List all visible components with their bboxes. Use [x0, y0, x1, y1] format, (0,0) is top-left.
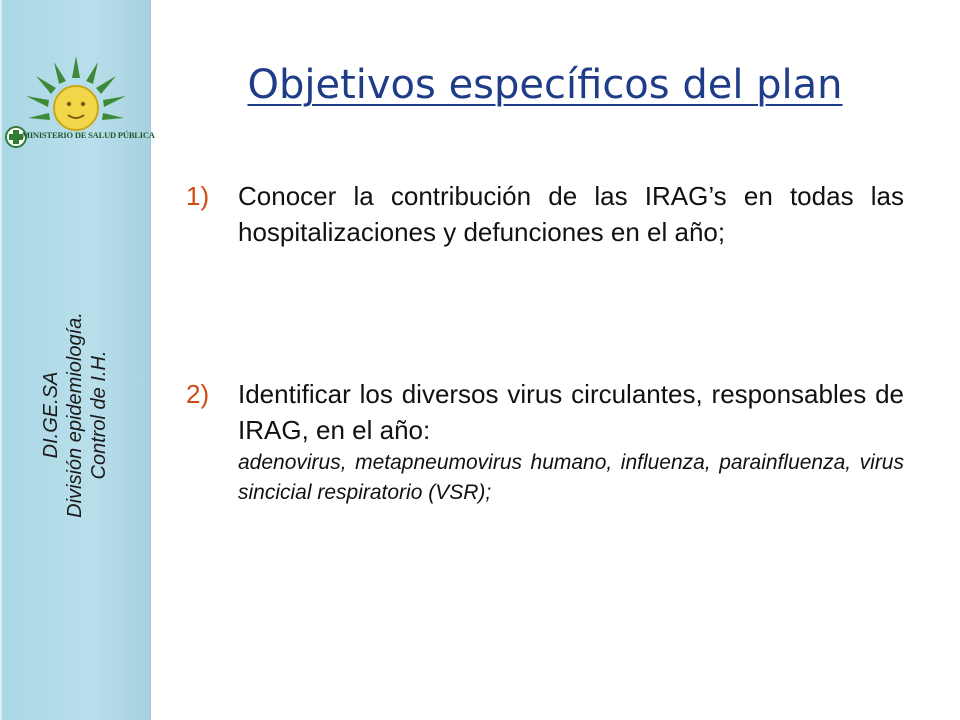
objective-virus-list: adenovirus, metapneumovirus humano, influenza, parainfluenza, virus sincicial respiratorio (VSR);	[238, 451, 904, 504]
vertical-caption	[40, 270, 110, 560]
sidebar-edge	[0, 0, 2, 720]
ministry-sun-emblem-icon	[4, 48, 148, 160]
objective-text-block	[238, 376, 904, 508]
vertical-line-1: DI.GE.SA	[40, 371, 62, 459]
slide-title: Objetivos específicos del plan	[247, 62, 843, 108]
objective-number: 2)	[186, 379, 210, 409]
logo-caption: MINISTERIO DE SALUD PÚBLICA	[22, 130, 155, 140]
objective-number: 1)	[186, 181, 210, 211]
objective-item-2	[186, 376, 904, 508]
objective-item-1	[186, 178, 904, 250]
objective-text: Conocer la contribución de las IRAG’s en todas las hospitalizaciones y defunciones en el año;	[238, 181, 904, 247]
objective-text: Identificar los diversos virus circulantes, responsables de IRAG, en el año:	[238, 379, 904, 445]
ministry-logo	[4, 48, 148, 160]
vertical-caption-text	[39, 270, 111, 560]
sidebar-panel	[0, 0, 155, 720]
vertical-line-2: División epidemiología.	[64, 312, 86, 518]
vertical-line-3: Control de I.H.	[88, 350, 110, 480]
